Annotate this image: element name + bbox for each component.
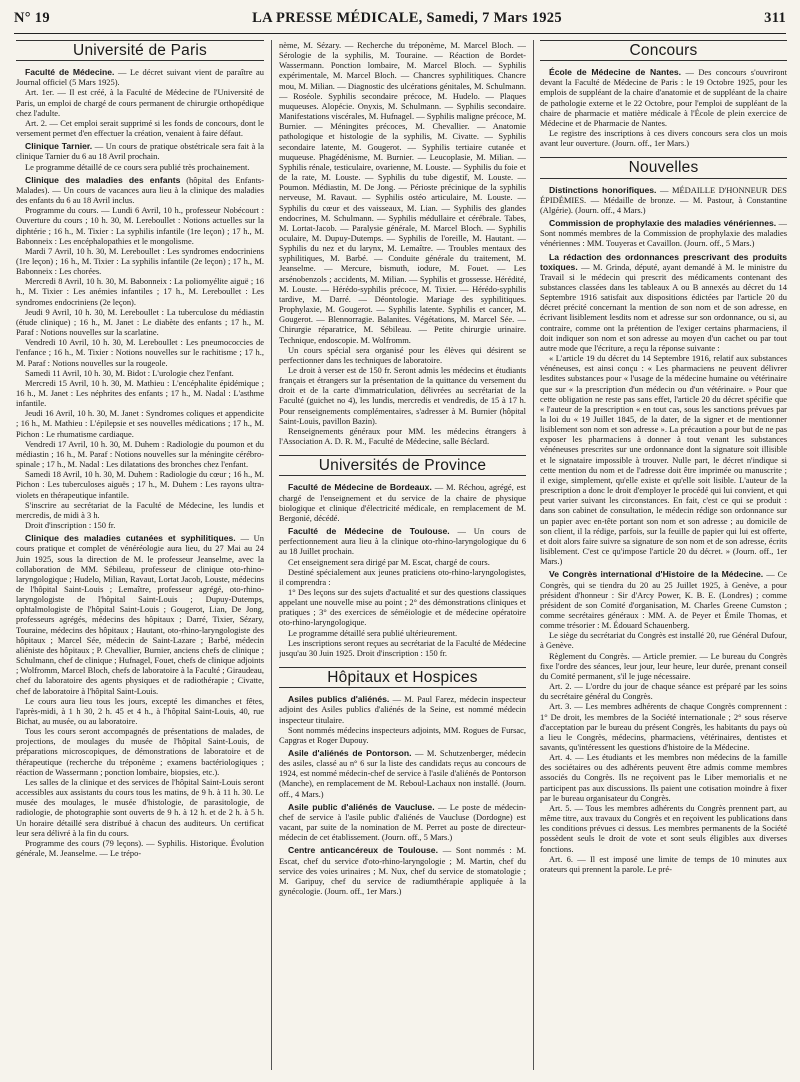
- paragraph-text: (hôpital des Enfants-Malades). — Un cours de vacances aura lieu à la clinique des maladies des enfants du 6 au 18 Avril inclus.: [16, 174, 264, 206]
- paragraph-heading: École de Médecine de Nantes.: [549, 67, 682, 78]
- section-title-concours: Concours: [629, 42, 698, 59]
- paragraph: Les inscriptions seront reçues au secrétariat de la Faculté de Médecine jusqu'au 30 Juin 1925. Droit d'inscription : 150 fr.: [279, 637, 526, 658]
- paragraph: [540, 185, 787, 215]
- paragraph-text: — Le poste de médecin-chef de service à l'asile public d'aliénés de Vaucluse (Dordogne) est vacant, par suite de la nomination de M. Perret au poste de directeur-médecin de cet établissement. (Journ. off., 5 Mars.): [279, 801, 526, 843]
- section-title-hopitaux: Hôpitaux et Hospices: [327, 669, 478, 687]
- paragraph-heading: Ve Congrès international d'Histoire de la Médecine.: [549, 569, 764, 580]
- section-header: [540, 157, 787, 178]
- paragraph: Programme des cours (79 leçons). — Syphilis. Historique. Évolution générale, M. Jeanselme. — Le trépo-: [16, 837, 264, 859]
- paragraph: « L'article 19 du décret du 14 Septembre 1916, relatif aux substances vénéneuses, est ainsi conçu : « Les pharmaciens ne peuvent délivrer lesdites substances pour « l'usage de la médecine humaine ou vétérinaire que sur « la prescription d'un médecin ou d'un vétérinaire. » Pour que cette obligation ne reste pas sans effet, l'article 20 du décret spécifie que « l'auteur de la prescription « en tout cas, sous les sanctions prévues par la loi du « 19 Juillet 1845, de la dater, de la signer et de mentionner lisiblement son nom et son adresse ». La précaution a pour but de ne pas exposer les pharmaciens à donner à tout venant les substances vénéneuses prescrites sur une ordonnance dont la signature soit illisible et le signataire impossible à trouver. Nulle part, le décret n'indique si cette mention du nom et de l'adresse doit être imprimée ou manuscrite ; il exige, simplement, qu'elle existe et qu'elle soit lisible. L'auteur de la prescription a donc le droit d'employer le procédé qui lui convient, et qui peut varier suivant les circonstances. En fait, c'est ce qui se produit : dans son cabinet de consultation, le médecin rédige son ordonnance sur un papier avec en-tête portant son nom et son adresse ; au domicile de son client, il la rédige, parfois, sur la feuille de papier qui lui est offerte, et doit alors faire suivre sa signature de son nom et de son adresse, écrits lisiblement. C'est ce qu'impose l'article 20 du décret. » (Journ. off., 1er Mars.): [540, 353, 787, 567]
- paragraph: Art. 4. — Les étudiants et les membres non médecins de la famille des sociétaires ou des adhérents peuvent être admis comme membres associés du Congrès. Ils ne reçoivent pas le Liber memorialis et ne participent pas aux discussions. Ils paient une cotisation moindre à fixer par le bureau organisateur du Congrès.: [540, 752, 787, 803]
- paragraph: Art. 2. — L'ordre du jour de chaque séance est préparé par les soins du secrétaire général du Congrès.: [540, 681, 787, 702]
- paragraph: Samedi 18 Avril, 10 h. 30, M. Duhem : Radiologie du cœur ; 16 h., M. Pichon : Les tuberculoses aiguës ; 17 h., M. Duhem : Les rayons ultra-violets en thérapeutique infantile.: [16, 469, 264, 500]
- paragraph: Mercredi 15 Avril, 10 h. 30, M. Mathieu : L'encéphalite épidémique ; 16 h., M. Janet : Les néphrites des enfants ; 17 h., M. Nadal : L'asthme infantile.: [16, 377, 264, 409]
- paragraph: S'inscrire au secrétariat de la Faculté de Médecine, les lundis et mercredis, de midi à 3 h.: [16, 499, 264, 520]
- paragraph: Samedi 11 Avril, 10 h. 30, M. Bidot : L'urologie chez l'enfant.: [25, 367, 234, 378]
- section-header: [279, 667, 526, 688]
- paragraph-text: — Sont nommés membres de la Commission de prophylaxie des maladies vénériennes : MM. Touyeras et Cavaillon. (Journ. off., 5 Mars.): [540, 218, 787, 249]
- paragraph: Tous les cours seront accompagnés de présentations de malades, de projections, de moulages du musée de l'hôpital Saint-Louis, de préparations microscopiques, de démonstrations de laboratoire et de thérapeutique (recherche du tréponème ; examens bactériologiques ; réaction de Wassermann ; ponction lombaire, biopsies, etc.).: [16, 726, 264, 777]
- paragraph-heading: Faculté de Médecine de Toulouse.: [288, 526, 450, 537]
- paragraph: [540, 67, 787, 128]
- page-number-left: N° 19: [14, 10, 50, 26]
- paragraph-text: — Ce Congrès, qui se tiendra du 20 au 25 Juillet 1925, à Genève, a pour président d'honneur : Sir d'Arcy Power, K. B. E. (Londres) ; comme président de son Comité d'organisation, M. Charles Greene Cumston ; comme secrétaires généraux : MM. A. de Peyer et Émile Thomas, et comme trésorier : M. Édouard Schauenberg.: [540, 569, 787, 631]
- paragraph-heading: Asile public d'aliénés de Vaucluse.: [288, 801, 435, 812]
- paragraph: Droit d'inscription : 150 fr.: [25, 520, 116, 531]
- paragraph: Art. 2. — Cet emploi serait supprimé si les fonds de concours, dont le versement permet d'en effectuer la création, venaient à faire défaut.: [16, 117, 264, 139]
- paragraph: 1° Des leçons sur des sujets d'actualité et sur des questions classiques appelant une nouvelle mise au point ; 2° des démonstrations cliniques et pratiques ; 3° des exercices de séméiologie et de médecine opératoire oto-rhino-laryngologique.: [279, 586, 526, 628]
- paragraph: Art. 5. — Tous les membres adhérents du Congrès prennent part, au même titre, aux travaux du Congrès et en reçoivent les publications dans les conditions prévues ci dessus. Les membres permanents de la Société possèdent seuls le droit de vote et sont seuls éligibles aux diverses fonctions.: [540, 802, 787, 854]
- paragraph-text: — M. Réchou, agrégé, est chargé de l'enseignement et du service de la chaire de physique biologique et clinique d'électricité médicale, en remplacement de M. Bergonié, décédé.: [279, 482, 526, 523]
- paragraph: Le registre des inscriptions à ces divers concours sera clos un mois avant leur ouverture. (Journ. off., 1er Mars.): [540, 128, 787, 149]
- paragraph-text: — M. Paul Farez, médecin inspecteur adjoint des Asiles publics d'aliénés de la Seine, est nommé médecin inspecteur titulaire.: [279, 694, 526, 725]
- paragraph-heading: Centre anticancéreux de Toulouse.: [288, 845, 438, 856]
- paragraph: nème, M. Sézary. — Recherche du tréponème, M. Marcel Bloch. — Sérologie de la syphilis, M. Touraine. — Réaction de Bordet-Wassermann. Ponction lombaire, M. Marcel Bloch. — Syphilis expérimentale, M. Marcel Bloch. — Chancres syphilitiques. Chancre mou, M. Milian. — Diagnostic des ulcérations génitales, M. Schulmann. — Roséole. Syphilis secondaire précoce, M. Hudelo. — Plaques muqueuses. Alopécie. Onyxis, M. Schulmann. — Syphilis secondaire. Manifestations viscérales, M. Hufnagel. — Syphilis maligne précoce, M. Burnier. — Méningites précoces, M. Chevallier. — Anatomie pathologique et histologie de la syphilis, M. Civatte. — Syphilis secondaire latente, M. Gougerot. — Syphilis tertiaire cutanée et muqueuse. Phagédénisme, M. Burnier. — Leucoplasie, M. Milian. — Syphilis rénale, testiculaire, ovarienne, M. Louste. — Syphilis du foie et de la rate, M. Louste. — Syphilis du tube digestif, M. Louste. — Poumon. Médiastin, M. De Jong. — Périoste précinique de la syphilis nerveuse, M. Ravaut. — Syphilis ostéo articulaire, M. Louste. — Syphilis du cœur et des vaisseaux, M. Lian. — Syphilis des glandes endocrines, M. Schulmann. — Syphilis médullaire et cérébrale. Tabes, M. Lortat-Jacob. — Paralysie générale, M. Marcel Bloch. — Syphilis oculaire, M. Dupuy-Dutemps. — Syphilis de l'oreille, M. Hautant. — Syphilis du nez et du larynx, M. Lemaître. — Troubles mentaux des syphilitiques, M. Barbé. — Conduite générale du traitement, M. Jeanselme. — Mercure, bismuth, iodure, M. Fouet. — Les arsénobenzols ; accidents, M. Milian. — Syphilis et grossesse. Hérédité, M. Louste. — Hérédo-syphilis précoce, M. Tixier. — Hérédo-syphilis tardive, M. Darré. — Déontologie. Mariage des syphilitiques. Prophylaxie, M. Gougerot. — Syphilis latente. Syphilis et cancer, M. Gougerot. — Blennorragie. Balanites. Végétations, M. Marcel Sée. — Chirurgie réparatrice, M. Sébileau. — Petite chirurgie urinaire. Technique, endoscopie. M. Wolfromm.: [279, 40, 526, 345]
- paragraph-heading: Asiles publics d'aliénés.: [288, 694, 390, 705]
- paragraph: Cet enseignement sera dirigé par M. Escat, chargé de cours.: [288, 556, 490, 567]
- paragraph-heading: Clinique des maladies des enfants: [25, 174, 181, 185]
- paragraph-text: — M. Schutzenberger, médecin des asiles, classé au n° 6 sur la liste des candidats reçus au concours de 1924, est nommé médecin-chef de service à l'asile d'aliénés de Pontorson (Manche), en remplacement de M. Reboul-Lachaux non installé. (Journ. off., 4 Mars.): [279, 748, 526, 799]
- paragraph-heading: Commission de prophylaxie des maladies vénériennes.: [549, 218, 777, 229]
- paragraph-heading: La rédaction des ordonnances prescrivant des produits toxiques.: [540, 251, 787, 272]
- paragraph-text: — Un cours pratique et complet de vénéréologie aura lieu, du 27 Mai au 24 Juin 1925, sous la direction de M. le professeur Jeanselme, avec la collaboration de MM. Sébileau, professeur de clinique oto-rhino-laryngologique ; Hudelo, Milian, Ravaut, Lortat Jacob, Louste, médecins de l'hôpital Saint-Louis ; Lemaître, professeur agrégé, oto-rhino-laryngologiste de l'hôpital Saint-Louis ; Dupuy-Dutemps, ophtalmologiste de l'hôpital Saint-Louis ; Gougerot, Lian, De Jong, professeurs agrégés, médecins des hôpitaux ; Darré, Tixier, Sézary, Touraine, médecins des hôpitaux ; Hautant, oto-rhino-laryngologiste des hôpitaux ; Marcel Sée, médecin de Saint-Lazare ; Barbé, médecin aliéniste des hôpitaux ; P. Chevallier, Burnier, anciens chefs de clinique ; Schulmann, chef de clinique ; Hufnagel, Fouet, chefs de clinique adjoints ; Wolfromm, Marcel Bloch, chefs de laboratoire à la Faculté ; Giraudeau, chef du laboratoire des agents physiques et de radiothérapie ; Civatte, chef de laboratoire à l'hôpital Saint-Louis.: [16, 533, 264, 696]
- paragraph-text: — Sont nommés : M. Escat, chef du service d'oto-rhino-laryngologie ; M. Martin, chef du service des voies urinaires ; M. Nux, chef du service de stomatologie ; M. Garipuy, chef du service de radiumthérapie appliquée à la gynécologie. (Journ. off., 1er Mars.): [279, 845, 526, 897]
- column-2: [279, 40, 526, 1072]
- paragraph-text: — Un cours de perfectionnement aura lieu à la clinique oto-rhino-laryngologique du 6 au 18 Juillet prochain.: [279, 526, 526, 557]
- paragraph: Règlement du Congrès. — Article premier. — Le bureau du Congrès fixe l'ordre des séances, leur jour, leur heure, leur durée, prenant conseil du Comité permanent, s'il le juge nécessaire.: [540, 650, 787, 681]
- paragraph: Destiné spécialement aux jeunes praticiens oto-rhino-laryngologistes, il comprendra :: [279, 566, 526, 587]
- page-number-right: 311: [764, 10, 786, 26]
- paragraph: Renseignements généraux pour MM. les médecins étrangers à l'Association A. D. R. M., Faculté de Médecine, salle Béclard.: [279, 425, 526, 447]
- paragraph: Le siège du secrétariat du Congrès est installé 20, rue Général Dufour, à Genève.: [540, 630, 787, 651]
- column-divider: [533, 40, 534, 1070]
- paragraph-heading: Faculté de Médecine.: [25, 67, 115, 78]
- paragraph: Le programme détaillé sera publié ultérieurement.: [288, 627, 458, 638]
- paragraph: Le droit à verser est de 150 fr. Seront admis les médecins et étudiants français et étrangers sur la présentation de la quittance du versement du droit et de la carte d'immatriculation, délivrées au secrétariat de la Faculté (guichet no 4), les lundis, mercredis et vendredis, de 15 à 17 h. Pour renseignements complémentaires, s'adresser à M. Burnier (hôpital Saint-Louis, pavillon Bazin).: [279, 365, 526, 426]
- paragraph: [16, 175, 264, 205]
- paragraph: [279, 694, 526, 724]
- paragraph: [279, 748, 526, 799]
- paragraph: Un cours spécial sera organisé pour les élèves qui désirent se perfectionner dans les techniques de laboratoire.: [279, 344, 526, 365]
- paragraph-heading: Faculté de Médecine de Bordeaux.: [288, 482, 432, 493]
- paragraph: [16, 67, 264, 87]
- paragraph: Vendredi 17 Avril, 10 h. 30, M. Duhem : Radiologie du poumon et du médiastin ; 16 h., M. Paraf : Notions nouvelles sur la méningite cérébro-spinale ; 17 h., M. Nadal : Les dilatations des bronches chez l'enfant.: [16, 438, 264, 470]
- section-header: [16, 40, 264, 61]
- journal-title: LA PRESSE MÉDICALE, Samedi, 7 Mars 1925: [252, 10, 562, 26]
- paragraph: Jeudi 9 Avril, 10 h. 30, M. Lereboullet : La tuberculose du médiastin (étude clinique) ; 16 h., M. Janet : Le diabète des enfants ; 17 h., M. Paraf : Notions nouvelles sur la scarlatine.: [16, 306, 264, 338]
- section-title-nouvelles: Nouvelles: [628, 159, 699, 177]
- paragraph: [279, 526, 526, 556]
- column-3: [540, 40, 787, 1072]
- header-rule: [14, 33, 786, 34]
- paragraph-text: — Un cours de pratique obstétricale sera fait à la clinique Tarnier du 6 au 18 Avril prochain.: [16, 141, 264, 162]
- paragraph: Sont nommés médecins inspecteurs adjoints, MM. Rogues de Fursac, Capgras et Roger Dupouy.: [279, 724, 526, 745]
- paragraph: Art. 6. — Il est imposé une limite de temps de 10 minutes aux orateurs qui prennent la parole. Le pré-: [540, 853, 787, 874]
- running-header: [14, 10, 786, 32]
- column-divider: [271, 40, 272, 1070]
- paragraph: [279, 482, 526, 523]
- paragraph: [279, 802, 526, 843]
- paragraph: Art. 3. — Les membres adhérents de chaque Congrès comprennent : 1° De droit, les membres de la Société internationale ; 2° sous réserve d'acceptation par le bureau du présent Congrès, les habitants du pays où a lieu le Congrès, médecins, pharmaciens, vétérinaires, dentistes et savants, qu'intéressent les questions d'histoire de la Médecine.: [540, 701, 787, 752]
- paragraph: Jeudi 16 Avril, 10 h. 30, M. Janet : Syndromes coliques et appendicite ; 16 h., M. Mathieu : L'épilepsie et ses nouvelles médications ; 17 h., M. Pichon : Le rhumatisme cardiaque.: [16, 408, 264, 439]
- paragraph: [540, 218, 787, 248]
- paragraph: Le programme détaillé de ce cours sera publié très prochainement.: [25, 161, 250, 172]
- paragraph-text: — M. Grinda, député, ayant demandé à M. le ministre du Travail si le médecin qui prescrit des médicaments contenant des substances classées dans les tableaux A ou B annexés au décret du 14 Septembre 1916 satisfait aux dispositions édictées par l'article 20 du décret précité concernant la mention de son nom et de son adresse, en écrivant lisiblement lesdits nom et adresse sur son ordonnance, ou si, au contraire, comme ont la prétention de l'exiger certains pharmaciens, il doit indiquer son nom et son adresse au moyen d'un cachet ou par tout autre mode que l'écriture, a reçu la réponse suivante :: [540, 261, 787, 353]
- paragraph: [16, 533, 264, 696]
- paragraph: [16, 141, 264, 161]
- paragraph-heading: Clinique des maladies cutanées et syphilitiques.: [25, 533, 236, 544]
- paragraph: [540, 569, 787, 630]
- paragraph: Mardi 7 Avril, 10 h. 30, M. Lereboullet : Les syndromes endocriniens (1re leçon) ; 16 h., M. Tixier : La syphilis infantile (2e leçon) ; 17 h., M. Babonneix : Les chorées.: [16, 245, 264, 277]
- section-header: [540, 40, 787, 61]
- paragraph: [279, 845, 526, 896]
- paragraph: Mercredi 8 Avril, 10 h. 30, M. Babonneix : La poliomyélite aiguë ; 16 h., M. Tixier : Les anémies infantiles ; 17 h., M. Lereboullet : Les syndromes endocriniens (2e leçon).: [16, 276, 264, 307]
- paragraph: Art. 1er. — Il est créé, à la Faculté de Médecine de l'Université de Paris, un emploi de chargé de cours permanent de chirurgie orthopédique chez l'adulte.: [16, 87, 264, 118]
- paragraph-heading: Distinctions honorifiques.: [549, 184, 657, 195]
- paragraph-text: — Des concours s'ouvriront devant la Faculté de Médecine de Paris : le 19 Octobre 1925, pour les emplois de suppléant de la chaire d'anatomie et de suppléant de la chaire de pathologie externe et le 22 Octobre, pour l'emploi de suppléant de la chaire de pharmacie et matière médicale à l'École de plein exercice de Médecine et de Pharmacie de Nantes.: [540, 67, 787, 128]
- paragraph: Programme du cours. — Lundi 6 Avril, 10 h., professeur Nobécourt : Ouverture du cours ; 10 h. 30, M. Lereboullet : Notions actuelles sur la diphtérie ; 16 h., M. Tixier : La syphilis infantile (1re leçon) ; 17 h., M. Babonneix : Les encéphalopathies et le mongolisme.: [16, 205, 264, 246]
- paragraph-heading: Asile d'aliénés de Pontorson.: [288, 748, 412, 758]
- section-title-universites-province: Universités de Province: [318, 457, 487, 475]
- paragraph: Les salles de la clinique et des services de l'hôpital Saint-Louis seront accessibles aux assistants du cours tous les matins, de 9 h. à 11 h. 30. Le musée des moulages, le musée d'histologie, de parasitologie, de radiologie, de photographie sont ouverts de 9 h. à 12 h. et de 2 h. à 5 h. Un horaire détaillé sera distribué à chacun des auditeurs. Un certificat leur sera délivré à la fin du cours.: [16, 776, 264, 838]
- paragraph-text: — Le décret suivant vient de paraître au Journal officiel (5 Mars 1925).: [16, 67, 264, 88]
- paragraph: [540, 252, 787, 354]
- paragraph-heading: Clinique Tarnier.: [25, 141, 93, 152]
- paragraph: Le cours aura lieu tous les jours, excepté les dimanches et fêtes, l'après-midi, à 1 h 30, 2 h. 45 et 4 h., à l'hôpital Saint-Louis, 40, rue Bichat, au musée, ou au laboratoire.: [16, 695, 264, 726]
- section-title-universite-paris: Université de Paris: [73, 42, 207, 59]
- paragraph-text: — MÉDAILLE D'HONNEUR DES ÉPIDÉMIES. — Médaille de bronze. — M. Pastour, à Constantine (Algérie). (Journ. off., 4 Mars.): [540, 184, 787, 215]
- column-1: [16, 40, 264, 1072]
- paragraph: Vendredi 10 Avril, 10 h. 30, M. Lereboullet : Les pneumococcies de l'enfance ; 16 h., M. Tixier : Notions nouvelles sur le rachitisme ; 17 h., M. Paraf : Notions nouvelles sur la rougeole.: [16, 337, 264, 368]
- section-header: [279, 455, 526, 476]
